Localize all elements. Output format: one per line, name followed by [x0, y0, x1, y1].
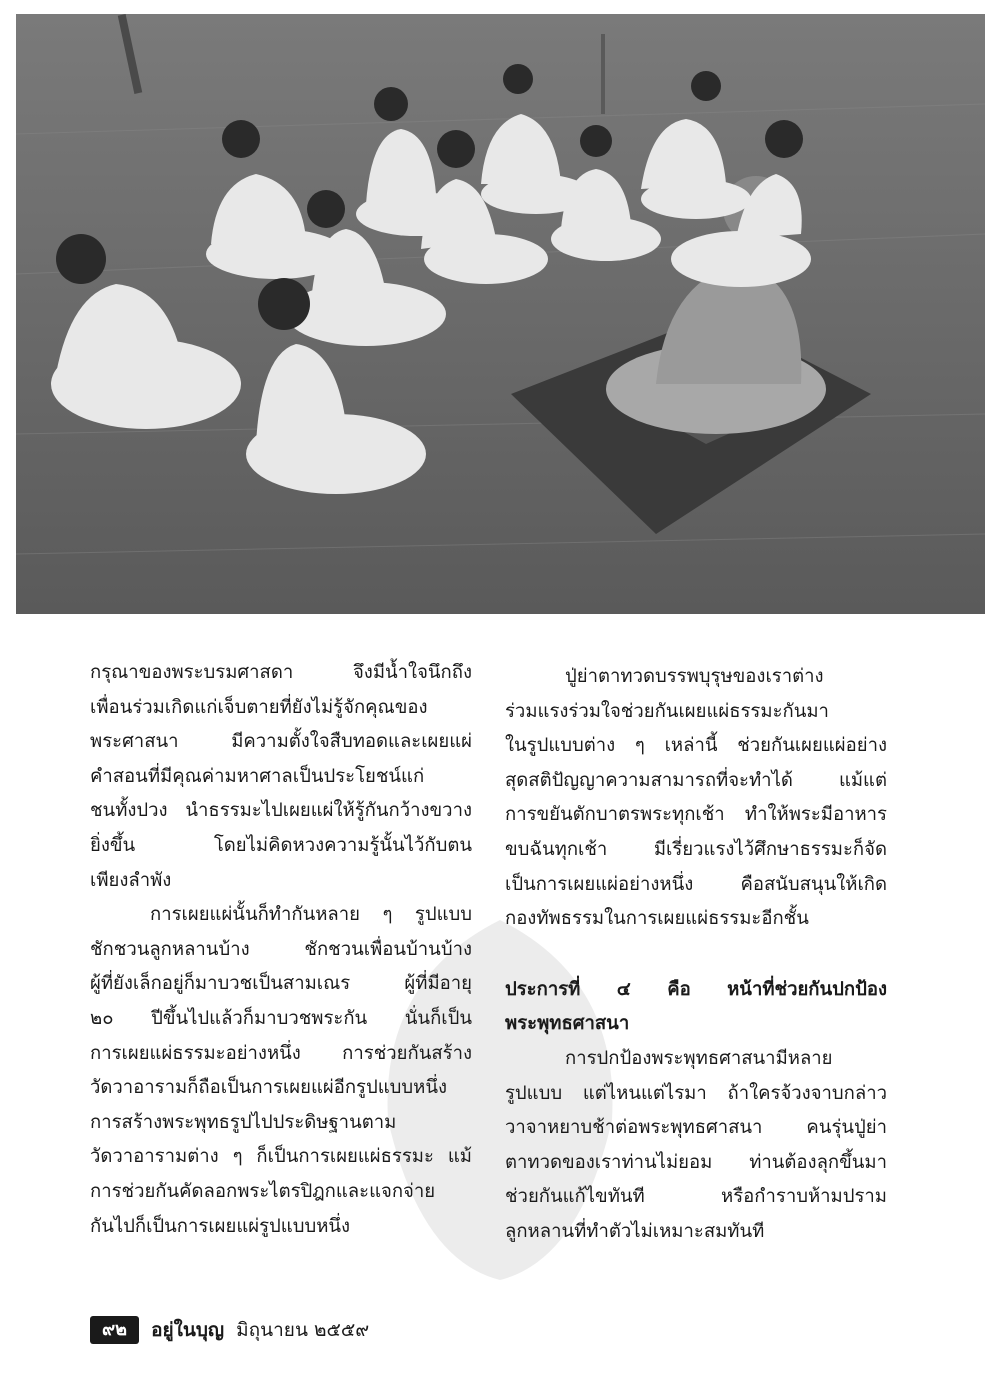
text-line: ชนทั้งปวง นำธรรมะไปเผยแผ่ให้รู้กันกว้างขวาง [90, 800, 472, 822]
section-heading: พระพุทธศาสนา [505, 1013, 630, 1035]
photo-illustration [16, 14, 985, 614]
text-line: การสร้างพระพุทธรูปไปประดิษฐานตาม [90, 1111, 397, 1133]
text-line: ชักชวนลูกหลานบ้าง ชักชวนเพื่อนบ้านบ้าง [90, 938, 472, 960]
text-line: พระศาสนา มีความตั้งใจสืบทอดและเผยแผ่ [90, 731, 472, 753]
text-line: ลูกหลานที่ทำตัวไม่เหมาะสมทันที [505, 1220, 765, 1242]
paragraph-gap [505, 937, 887, 973]
text-line: ในรูปแบบต่าง ๆ เหล่านี้ ช่วยกันเผยแผ่อย่าง [505, 735, 887, 757]
text-line: ปู่ย่าตาทวดบรรพบุรุษของเราต่าง [565, 666, 824, 687]
text-line: เพียงลำพัง [90, 869, 172, 891]
text-line: วัดวาอารามต่าง ๆ ก็เป็นการเผยแผ่ธรรมะ แม้ [90, 1146, 472, 1168]
issue-date: มิถุนายน ๒๕๕๙ [236, 1319, 370, 1341]
text-line: กันไปก็เป็นการเผยแผ่รูปแบบหนึ่ง [90, 1215, 351, 1237]
text-line: กองทัพธรรมในการเผยแผ่ธรรมะอีกชั้น [505, 908, 809, 930]
meditation-photo [16, 14, 985, 614]
text-line: เพื่อนร่วมเกิดแก่เจ็บตายที่ยังไม่รู้จักคุณของ [90, 696, 428, 718]
text-line: กรุณาของพระบรมศาสดา จึงมีน้ำใจนึกถึง [90, 662, 472, 683]
text-line: การเผยแผ่นั้นก็ทำกันหลาย ๆ รูปแบบ [150, 904, 472, 926]
text-line: วัดวาอารามก็ถือเป็นการเผยแผ่อีกรูปแบบหนึ่ง [90, 1077, 447, 1099]
text-line: เป็นการเผยแผ่อย่างหนึ่ง คือสนับสนุนให้เกิด [505, 873, 887, 895]
text-line: วาจาหยาบช้าต่อพระพุทธศาสนา คนรุ่นปู่ย่า [505, 1117, 887, 1139]
text-line: ช่วยกันแก้ไขทันที หรือกำราบห้ามปราม [505, 1186, 887, 1208]
text-line: ร่วมแรงร่วมใจช่วยกันเผยแผ่ธรรมะกันมา [505, 700, 829, 722]
right-column [505, 660, 887, 1250]
text-line: ผู้ที่ยังเล็กอยู่ก็มาบวชเป็นสามเณร ผู้ที่มีอายุ [90, 973, 472, 995]
text-line: สุดสติปัญญาความสามารถที่จะทำได้ แม้แต่ [505, 769, 887, 791]
text-line: การช่วยกันคัดลอกพระไตรปิฎกและแจกจ่าย [90, 1180, 436, 1202]
text-line: รูปแบบ แต่ไหนแต่ไรมา ถ้าใครจ้วงจาบกล่าว [505, 1082, 887, 1104]
page-number: ๙๒ [90, 1316, 139, 1344]
text-line: ยิ่งขึ้น โดยไม่คิดหวงความรู้นั้นไว้กับตน [90, 834, 472, 856]
text-line: ขบฉันทุกเช้า มีเรี่ยวแรงไว้ศึกษาธรรมะก็จัด [505, 838, 887, 860]
section-heading: ประการที่ ๔ คือ หน้าที่ช่วยกันปกป้อง [505, 978, 887, 1000]
magazine-title: อยู่ในบุญ [151, 1319, 225, 1341]
text-line: ๒๐ ปีขึ้นไปแล้วก็มาบวชพระกัน นั่นก็เป็น [90, 1007, 472, 1029]
text-line: คำสอนที่มีคุณค่ามหาศาลเป็นประโยชน์แก่ [90, 765, 425, 787]
page-footer [90, 1316, 369, 1344]
text-line: ตาทวดของเราท่านไม่ยอม ท่านต้องลุกขึ้นมา [505, 1151, 887, 1173]
text-line: การปกป้องพระพุทธศาสนามีหลาย [565, 1047, 833, 1069]
text-line: การเผยแผ่ธรรมะอย่างหนึ่ง การช่วยกันสร้าง [90, 1042, 472, 1064]
text-line: การขยันตักบาตรพระทุกเช้า ทำให้พระมีอาหาร [505, 804, 887, 826]
left-column [90, 656, 472, 1244]
